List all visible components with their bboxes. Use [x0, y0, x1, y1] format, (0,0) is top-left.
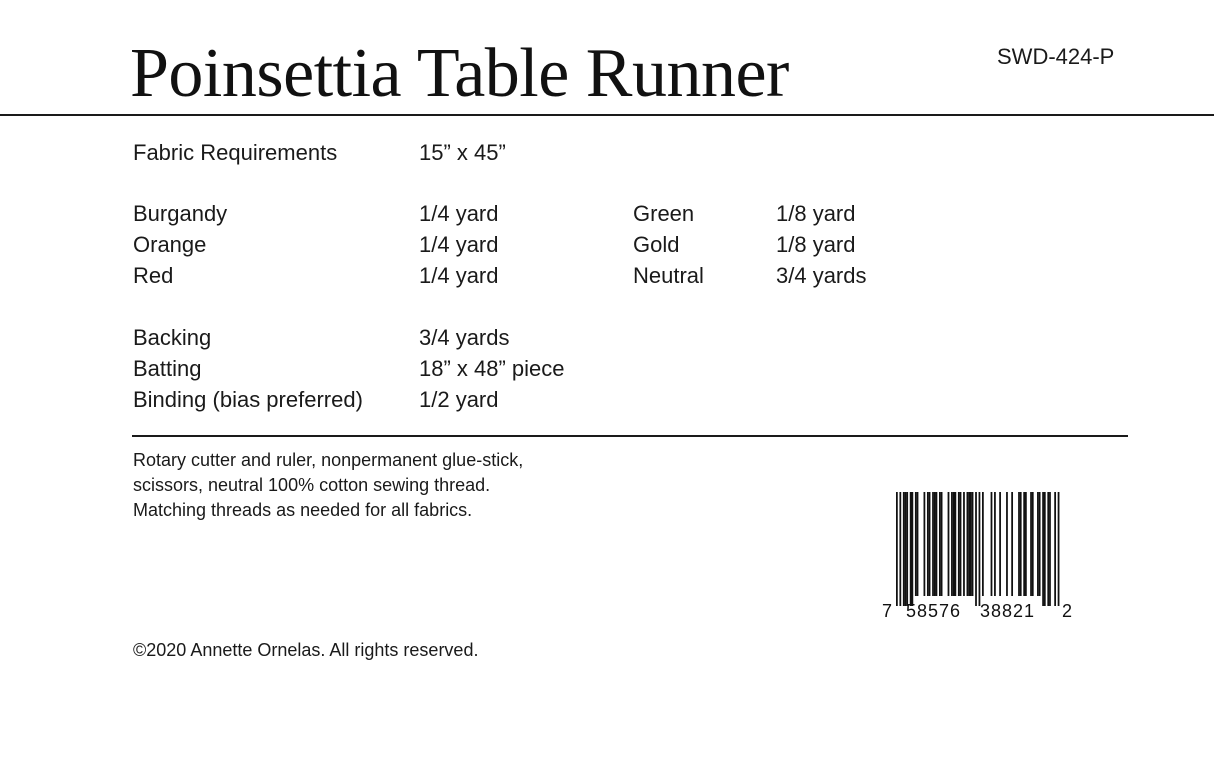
barcode-bar	[905, 492, 907, 606]
binding-amount: 1/2 yard	[419, 387, 499, 412]
barcode-bar	[999, 492, 1001, 596]
fabric-name-burgandy: Burgandy	[133, 201, 228, 226]
batting-amount: 18” x 48” piece	[419, 356, 565, 381]
barcode-bar	[903, 492, 905, 606]
barcode-bar	[954, 492, 956, 596]
section-divider	[132, 435, 1128, 437]
barcode-number-system: 7	[882, 601, 893, 620]
barcode-bar	[967, 492, 969, 596]
barcode-bar	[915, 492, 917, 596]
fabric-amount-orange: 1/4 yard	[419, 232, 499, 257]
fabric-name-orange: Orange	[133, 232, 207, 257]
barcode-left-digits: 58576	[906, 601, 962, 620]
barcode-bar	[910, 492, 912, 606]
barcode-bar	[1025, 492, 1027, 596]
barcode-right-digits: 38821	[980, 601, 1036, 620]
barcode-bar	[960, 492, 962, 596]
barcode-bar	[939, 492, 941, 596]
barcode-bar	[906, 492, 908, 606]
finished-size: 15” x 45”	[419, 140, 506, 165]
barcode-bar	[994, 492, 996, 596]
barcode-bar	[1054, 492, 1056, 606]
fabric-amount-neutral: 3/4 yards	[776, 263, 867, 288]
barcode-bar	[1020, 492, 1022, 596]
upc-barcode	[880, 490, 1076, 620]
fabric-name-red: Red	[133, 263, 174, 288]
barcode-bar	[927, 492, 929, 596]
barcode-bar	[948, 492, 950, 596]
barcode-bar	[1030, 492, 1032, 596]
barcode-bar	[972, 492, 974, 596]
fabric-amount-burgandy: 1/4 yard	[419, 201, 499, 226]
binding-label: Binding (bias preferred)	[133, 387, 363, 412]
barcode-bar	[929, 492, 931, 596]
barcode-bar	[899, 492, 901, 606]
copyright-notice: ©2020 Annette Ornelas. All rights reserved.	[133, 640, 479, 660]
supplies-line-2: scissors, neutral 100% cotton sewing thread.	[133, 475, 491, 495]
batting-label: Batting	[133, 356, 202, 381]
barcode-bar	[991, 492, 993, 596]
barcode-bar	[975, 492, 977, 606]
barcode-bar	[1047, 492, 1049, 606]
barcode-bar	[1037, 492, 1039, 596]
fabric-requirements-label: Fabric Requirements	[133, 140, 338, 165]
barcode-bar	[953, 492, 955, 596]
header-divider	[0, 114, 1214, 116]
barcode-bar	[896, 492, 898, 606]
barcode-bar	[979, 492, 981, 606]
backing-label: Backing	[133, 325, 212, 350]
barcode-bar	[1032, 492, 1034, 596]
barcode-bar	[924, 492, 926, 596]
barcode-bar	[1006, 492, 1008, 596]
fabric-amount-gold: 1/8 yard	[776, 232, 856, 257]
barcode-bar	[1039, 492, 1041, 596]
barcode-bar	[941, 492, 943, 596]
product-sku: SWD-424-P	[997, 44, 1115, 69]
page-title: Poinsettia Table Runner	[130, 35, 789, 112]
barcode-check-digit: 2	[1062, 601, 1073, 620]
barcode-bar	[1011, 492, 1013, 596]
barcode-bar	[982, 492, 984, 596]
fabric-amount-green: 1/8 yard	[776, 201, 856, 226]
barcode-bar	[917, 492, 919, 596]
barcode-bar	[1044, 492, 1046, 606]
barcode-bar	[934, 492, 936, 596]
fabric-name-green: Green	[633, 201, 695, 226]
backing-amount: 3/4 yards	[419, 325, 510, 350]
barcode-bar	[1058, 492, 1060, 606]
barcode-bar	[1018, 492, 1020, 596]
fabric-name-neutral: Neutral	[633, 263, 704, 288]
barcode-bar	[936, 492, 938, 596]
supplies-line-3: Matching threads as needed for all fabrics.	[133, 500, 473, 520]
barcode-bar	[958, 492, 960, 596]
barcode-bar	[911, 492, 913, 606]
barcode-bar	[968, 492, 970, 596]
barcode-bar	[1042, 492, 1044, 606]
barcode-bar	[951, 492, 953, 596]
barcode-bar	[963, 492, 965, 596]
fabric-name-gold: Gold	[633, 232, 680, 257]
barcode-bar	[970, 492, 972, 596]
barcode-bar	[932, 492, 934, 596]
supplies-line-1: Rotary cutter and ruler, nonpermanent glue-stick,	[133, 450, 524, 470]
barcode-bar	[1023, 492, 1025, 596]
fabric-amount-red: 1/4 yard	[419, 263, 499, 288]
barcode-bar	[1049, 492, 1051, 606]
